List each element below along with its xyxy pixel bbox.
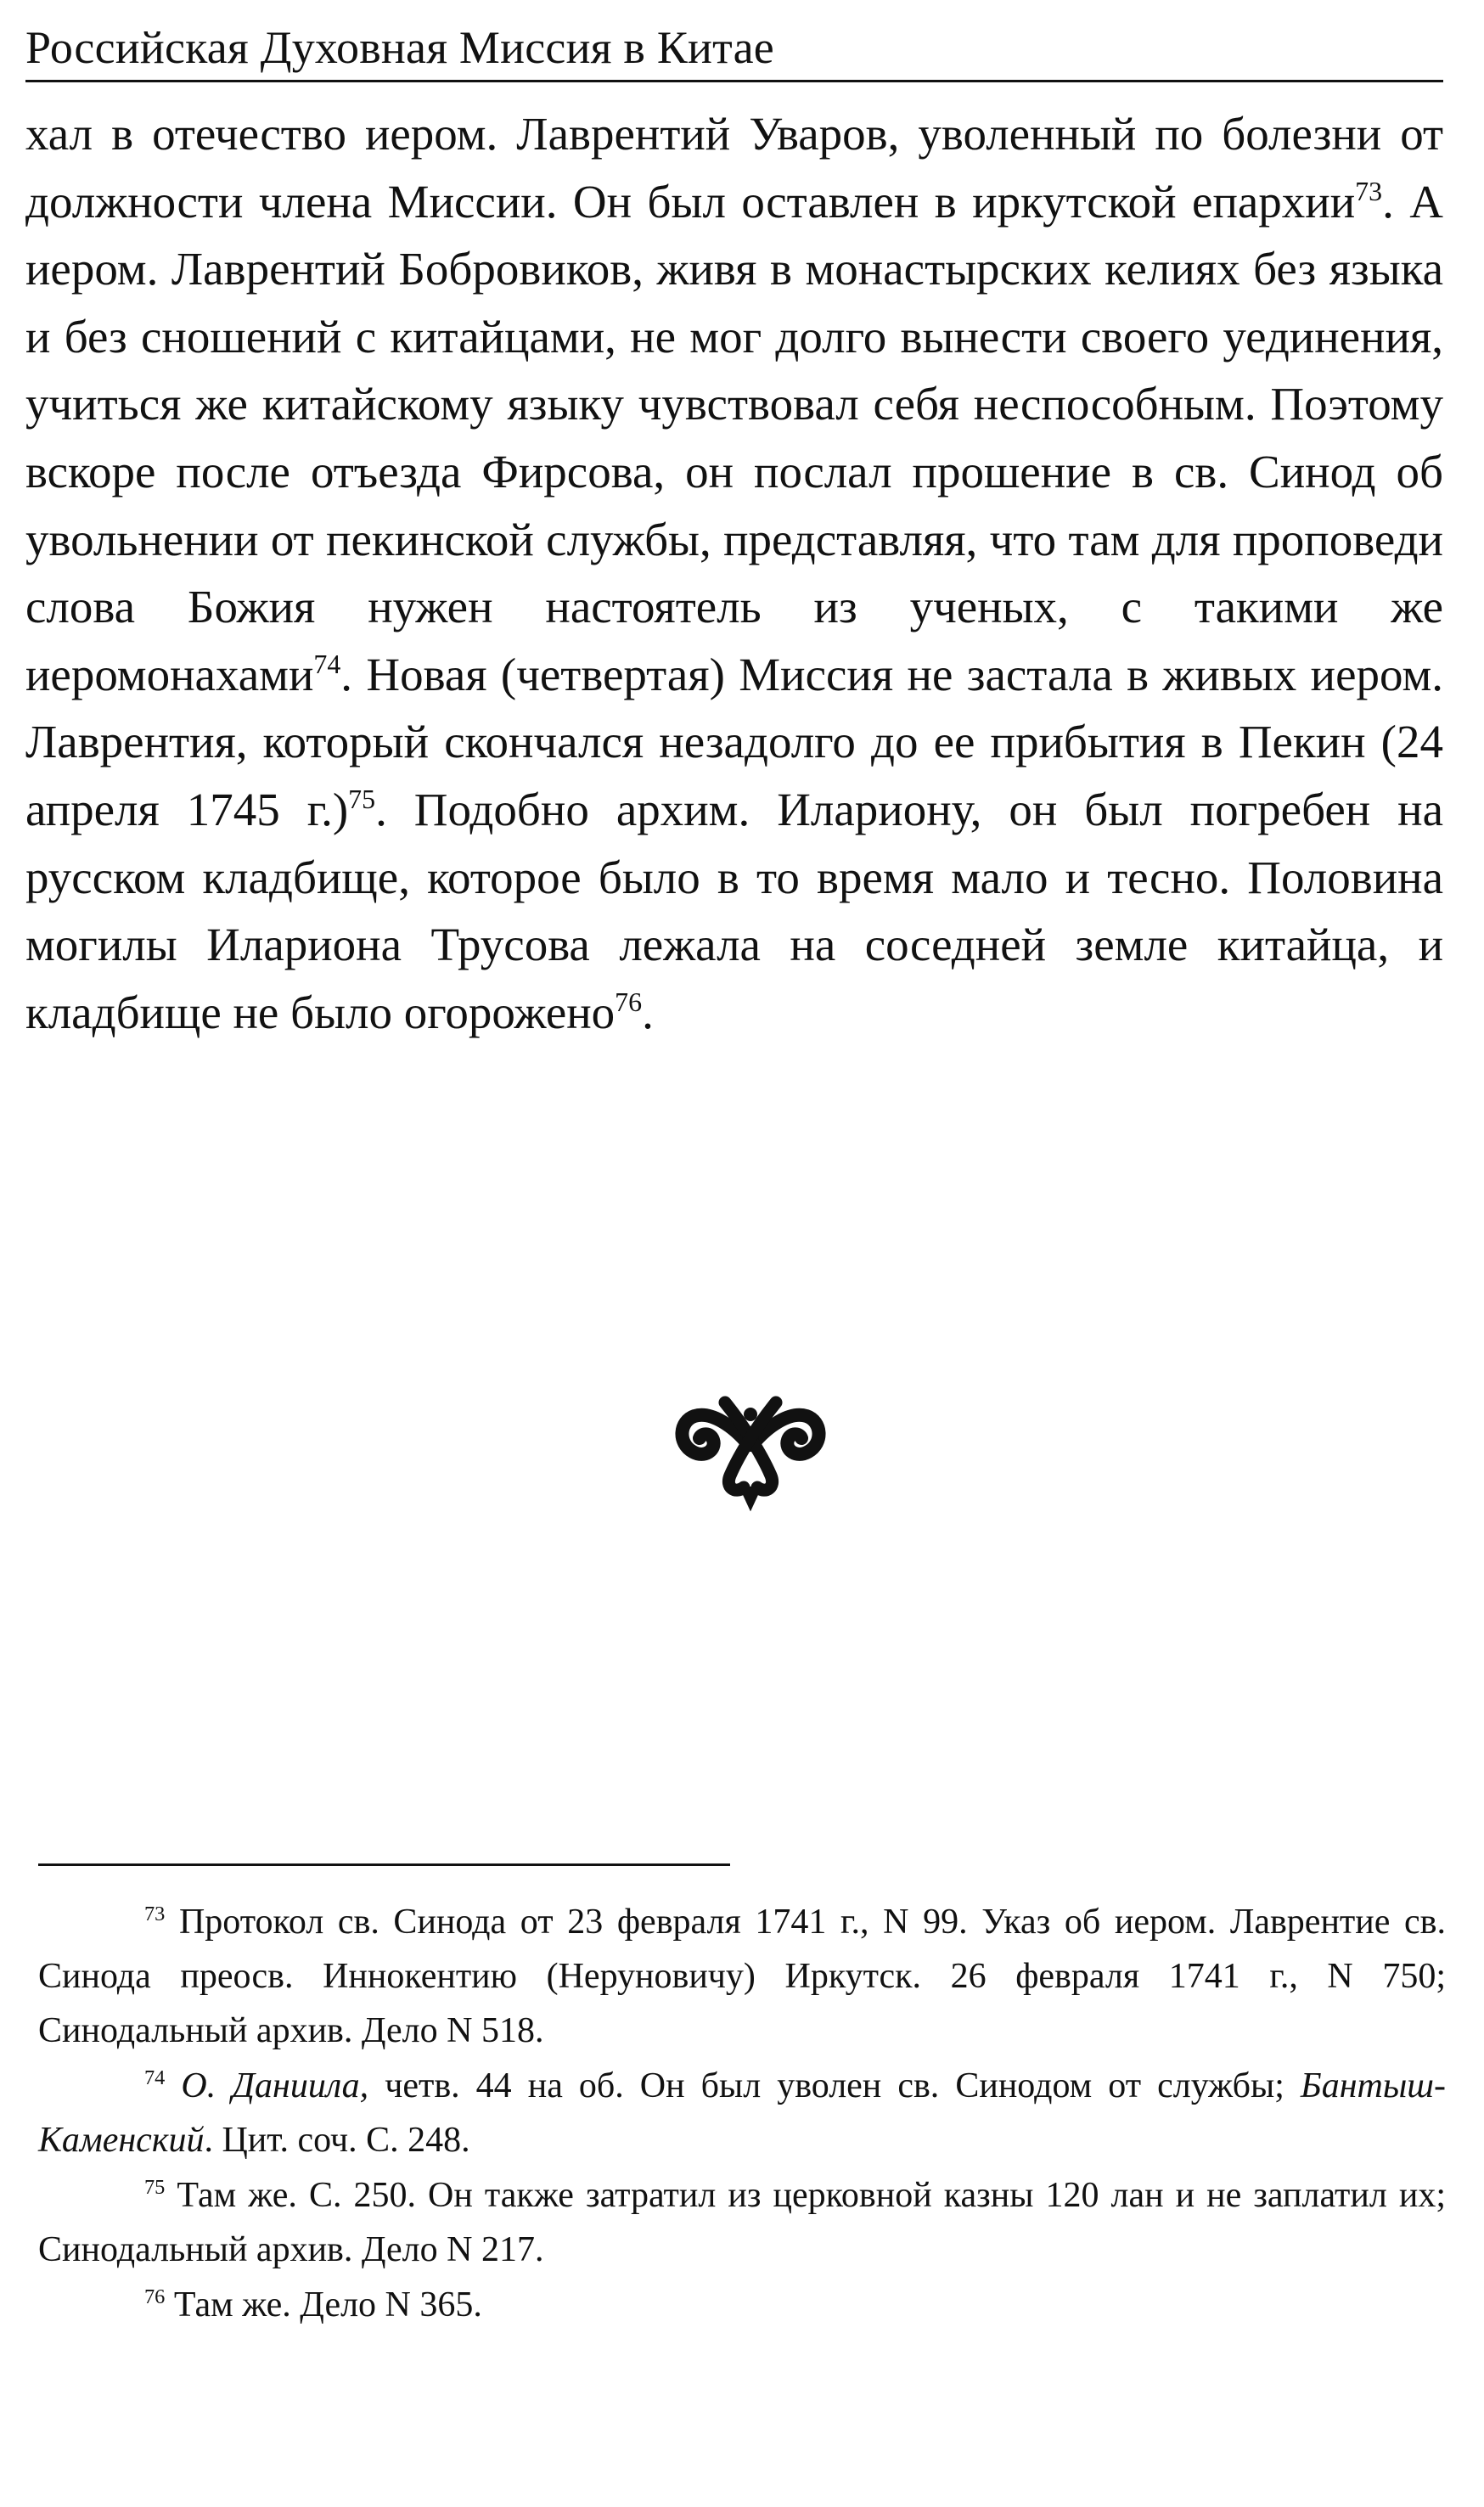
paragraph-text: . Новая (четвертая) Миссия не застала в живых иером. Лаврентия, который скончался незадолго до ее прибытия в Пекин (24 апреля 1745 г.) — [25, 648, 1443, 835]
footnote-text: четв. 44 на об. Он был уволен св. Синодом от службы; — [368, 2066, 1301, 2105]
footnote-73 — [38, 1895, 1446, 2058]
footnote-text: Там же. Дело N 365. — [165, 2285, 482, 2324]
footnote-number: 75 — [144, 2175, 166, 2199]
footnote-ref-74[interactable]: 74 — [313, 649, 341, 679]
footnote-number: 76 — [144, 2285, 166, 2308]
paragraph-text: . — [642, 986, 654, 1038]
fleuron-ornament-icon — [674, 1367, 827, 1511]
running-head — [25, 15, 1443, 82]
footnote-ref-76[interactable]: 76 — [615, 986, 643, 1017]
footnote-divider — [38, 1863, 730, 1866]
footnote-text: Там же. С. 250. Он также затратил из церковной казны 120 лан и не заплатил их; Синодальный архив. Дело N 217. — [38, 2176, 1446, 2269]
paragraph-text: . А иером. Лаврентий Бобровиков, живя в монастырских келиях без языка и без сношений с китайцами, не мог долго вынести своего уединения, учиться же китайскому языку чувствовал себя неспособным. Поэтому вскоре после отъезда Фирсова, он послал прошение в св. Синод об увольнении от пекинской службы, представляя, что там для проповеди слова Божия нужен настоятель из ученых, с такими же иеромонахами — [25, 175, 1443, 700]
paragraph-text: хал в отечество иером. Лаврентий Уваров, уволенный по болезни от должности члена Миссии. Он был оставлен в иркутской епархии — [25, 108, 1443, 228]
running-title: Российская Духовная Миссия в Китае — [25, 22, 774, 73]
paragraph-text: . Подобно архим. Илариону, он был погребен на русском кладбище, которое было в то время мало и тесно. Половина могилы Илариона Трусова лежала на соседней земле китайца, и кладбище не было огорожено — [25, 783, 1443, 1038]
footnote-author: О. Даниила, — [165, 2066, 369, 2105]
footnote-author: Бантыш-Каменский — [38, 2066, 1446, 2160]
main-paragraph — [25, 100, 1443, 1046]
footnote-75 — [38, 2168, 1446, 2277]
footnote-text: Протокол св. Синода от 23 февраля 1741 г., N 99. Указ об иером. Лаврентие св. Синода преосв. Иннокентию (Неруновичу) Иркутск. 26 февраля 1741 г., N 750; Синодальный архив. Дело N 518. — [38, 1903, 1446, 2050]
footnote-ref-75[interactable]: 75 — [348, 784, 376, 815]
footnote-number: 73 — [144, 1902, 166, 1925]
footnote-ref-73[interactable]: 73 — [1355, 176, 1383, 206]
footnote-number: 74 — [144, 2066, 166, 2089]
footnote-76 — [38, 2278, 1446, 2332]
footnotes-list — [38, 1895, 1446, 2333]
footnote-text: . Цит. соч. С. 248. — [204, 2121, 470, 2160]
footnote-74 — [38, 2059, 1446, 2167]
